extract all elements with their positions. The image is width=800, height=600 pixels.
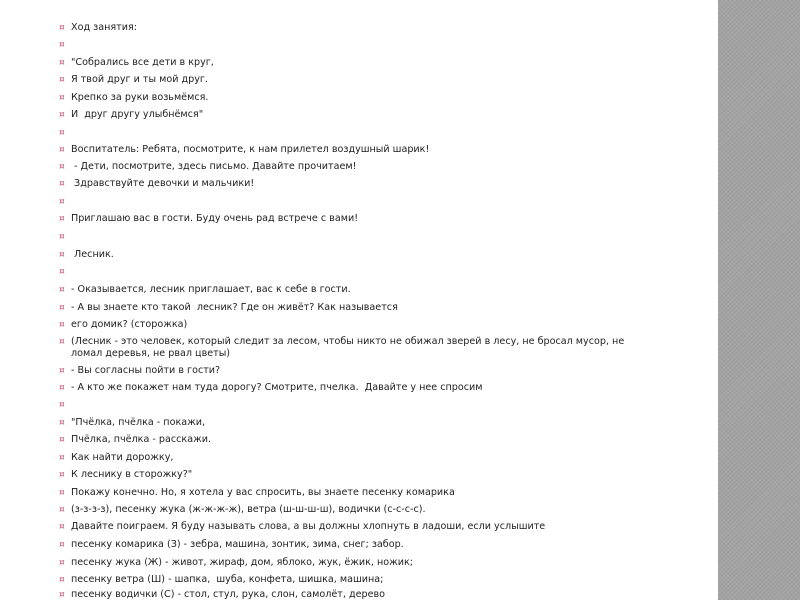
list-item-text: - Оказывается, лесник приглашает, вас к себе в гости.	[71, 284, 351, 295]
list-item-text: Я твой друг и ты мой друг.	[71, 74, 208, 85]
bullet-icon: ¤	[59, 505, 65, 515]
list-item-text: песенку комарика (З) - зебра, машина, зонтик, зима, снег; забор.	[71, 539, 404, 550]
list-item	[59, 574, 651, 586]
list-item	[59, 178, 651, 190]
bullet-icon: ¤	[59, 366, 65, 376]
list-item	[59, 144, 651, 156]
bullet-icon: ¤	[59, 40, 65, 50]
bullet-icon: ¤	[59, 232, 65, 242]
list-item-text: (з-з-з-з), песенку жука (ж-ж-ж-ж), ветра (ш-ш-ш-ш), водички (с-с-с-с).	[71, 504, 426, 515]
bullet-icon: ¤	[59, 285, 65, 295]
list-item-text: - Дети, посмотрите, здесь письмо. Давайте прочитаем!	[71, 161, 357, 172]
bullet-icon: ¤	[59, 590, 65, 600]
bullet-icon: ¤	[59, 453, 65, 463]
list-item	[59, 302, 651, 314]
bullet-icon: ¤	[59, 110, 65, 120]
bullet-icon: ¤	[59, 128, 65, 138]
bullet-icon: ¤	[59, 337, 65, 347]
bullet-icon: ¤	[59, 267, 65, 277]
bullet-icon: ¤	[59, 575, 65, 585]
list-item-text: песенку ветра (Ш) - шапка, шуба, конфета, шишка, машина;	[71, 574, 384, 585]
list-item-text: К леснику в сторожку?"	[71, 469, 193, 480]
bullet-icon: ¤	[59, 197, 65, 207]
bullet-icon: ¤	[59, 400, 65, 410]
list-item	[59, 452, 651, 464]
list-item-text: Крепко за руки возьмёмся.	[71, 92, 209, 103]
list-item-text: Покажу конечно. Но, я хотела у вас спросить, вы знаете песенку комарика	[71, 487, 455, 498]
list-item	[59, 539, 651, 551]
list-item	[59, 284, 651, 296]
list-item-text: песенку водички (С) - стол, стул, рука, слон, самолёт, дерево	[71, 589, 385, 600]
list-item-text: его домик? (сторожка)	[71, 319, 188, 330]
bullet-icon: ¤	[59, 23, 65, 33]
list-item-text: Приглашаю вас в гости. Буду очень рад встрече с вами!	[71, 213, 359, 224]
list-item	[59, 161, 651, 173]
list-item	[59, 336, 651, 360]
list-item	[59, 417, 651, 429]
list-item-text: - Вы согласны пойти в гости?	[71, 365, 221, 376]
list-item	[59, 382, 651, 394]
list-item	[59, 92, 651, 104]
list-item	[59, 521, 651, 533]
bullet-icon: ¤	[59, 303, 65, 313]
list-item-text: Как найти дорожку,	[71, 452, 174, 463]
list-item	[59, 434, 651, 446]
list-item	[59, 109, 651, 121]
list-item-text: (Лесник - это человек, который следит за лесом, чтобы никто не обижал зверей в лесу, не бросал мусор, не ломал деревья, не рвал цветы)	[71, 336, 625, 359]
bullet-icon: ¤	[59, 470, 65, 480]
list-item	[59, 365, 651, 377]
bullet-icon: ¤	[59, 540, 65, 550]
bullet-icon: ¤	[59, 250, 65, 260]
list-item	[59, 249, 651, 261]
bullet-icon: ¤	[59, 488, 65, 498]
list-item	[59, 469, 651, 481]
list-item-text: Здравствуйте девочки и мальчики!	[71, 178, 255, 189]
list-item	[59, 557, 651, 569]
bullet-icon: ¤	[59, 383, 65, 393]
list-item-text: Лесник.	[71, 249, 114, 260]
bullet-icon: ¤	[59, 75, 65, 85]
list-item	[59, 74, 651, 86]
list-item-text: "Пчёлка, пчёлка - покажи,	[71, 417, 206, 428]
bullet-icon: ¤	[59, 179, 65, 189]
bullet-icon: ¤	[59, 145, 65, 155]
list-item	[59, 589, 651, 600]
bullet-icon: ¤	[59, 162, 65, 172]
list-item-text: - А вы знаете кто такой лесник? Где он живёт? Как называется	[71, 302, 398, 313]
list-item-text: Давайте поиграем. Я буду называть слова, а вы должны хлопнуть в ладоши, если услышите	[71, 521, 546, 532]
list-item-text: - А кто же покажет нам туда дорогу? Смотрите, пчелка. Давайте у нее спросим	[71, 382, 483, 393]
bullet-icon: ¤	[59, 58, 65, 68]
list-item	[59, 504, 651, 516]
bullet-icon: ¤	[59, 418, 65, 428]
list-item-text: песенку жука (Ж) - живот, жираф, дом, яблоко, жук, ёжик, ножик;	[71, 557, 414, 568]
bullet-icon: ¤	[59, 93, 65, 103]
list-item	[59, 22, 651, 34]
list-item	[59, 487, 651, 499]
bullet-icon: ¤	[59, 320, 65, 330]
bullet-icon: ¤	[59, 214, 65, 224]
bullet-icon: ¤	[59, 435, 65, 445]
bullet-icon: ¤	[59, 522, 65, 532]
list-item	[59, 319, 651, 331]
bullet-icon: ¤	[59, 558, 65, 568]
list-item-text: Ход занятия:	[71, 22, 137, 33]
list-item-text: И друг другу улыбнёмся"	[71, 109, 204, 120]
list-item	[59, 213, 651, 225]
list-item	[59, 57, 651, 69]
list-item-text: "Собрались все дети в круг,	[71, 57, 214, 68]
list-item-text: Пчёлка, пчёлка - расскажи.	[71, 434, 212, 445]
list-item-text: Воспитатель: Ребята, посмотрите, к нам прилетел воздушный шарик!	[71, 144, 430, 155]
side-panel-decoration	[718, 0, 800, 600]
